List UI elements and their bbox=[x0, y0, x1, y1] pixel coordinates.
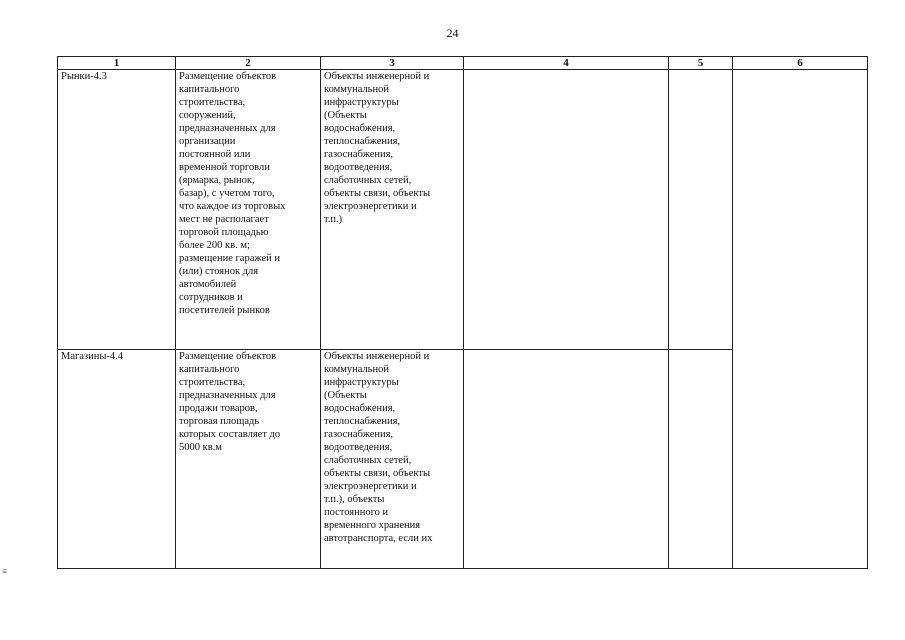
column-5-cell bbox=[669, 350, 733, 569]
column-6-cell bbox=[733, 70, 868, 569]
description-cell: Размещение объектов капитального строительства, предназначенных для продажи товаров, торговая площадь которых составляет до 5000 кв.м bbox=[176, 350, 321, 569]
column-header-3: 3 bbox=[321, 57, 464, 70]
zoning-table bbox=[57, 56, 868, 569]
column-4-cell bbox=[464, 350, 669, 569]
column-5-cell bbox=[669, 70, 733, 350]
use-type-cell: Магазины-4.4 bbox=[58, 350, 176, 569]
use-type-cell: Рынки-4.3 bbox=[58, 70, 176, 350]
page-number: 24 bbox=[446, 26, 459, 40]
table-row bbox=[58, 70, 868, 350]
auxiliary-objects-cell: Объекты инженерной и коммунальной инфраструктуры (Объекты водоснабжения, теплоснабжения, газоснабжения, водоотведения, слаботочных сетей, объекты связи, объекты электроэнергетики и т.п.), объекты постоянного и временного хранения автотранспорта, если их bbox=[321, 350, 464, 569]
column-header-6: 6 bbox=[733, 57, 868, 70]
description-cell: Размещение объектов капитального строительства, сооружений, предназначенных для организации постоянной или временной торговли (ярмарка, рынок, базар), с учетом того, что каждое из торговых мест не располагает торговой площадью более 200 кв. м; размещение гаражей и (или) стоянок для автомобилей сотрудников и посетителей рынков bbox=[176, 70, 321, 350]
column-header-4: 4 bbox=[464, 57, 669, 70]
auxiliary-objects-cell: Объекты инженерной и коммунальной инфраструктуры (Объекты водоснабжения, теплоснабжения, газоснабжения, водоотведения, слаботочных сетей, объекты связи, объекты электроэнергетики и т.п.) bbox=[321, 70, 464, 350]
table-header-row bbox=[58, 57, 868, 70]
column-header-1: 1 bbox=[58, 57, 176, 70]
column-header-5: 5 bbox=[669, 57, 733, 70]
margin-mark: ≡ bbox=[2, 566, 8, 576]
column-header-2: 2 bbox=[176, 57, 321, 70]
column-4-cell bbox=[464, 70, 669, 350]
